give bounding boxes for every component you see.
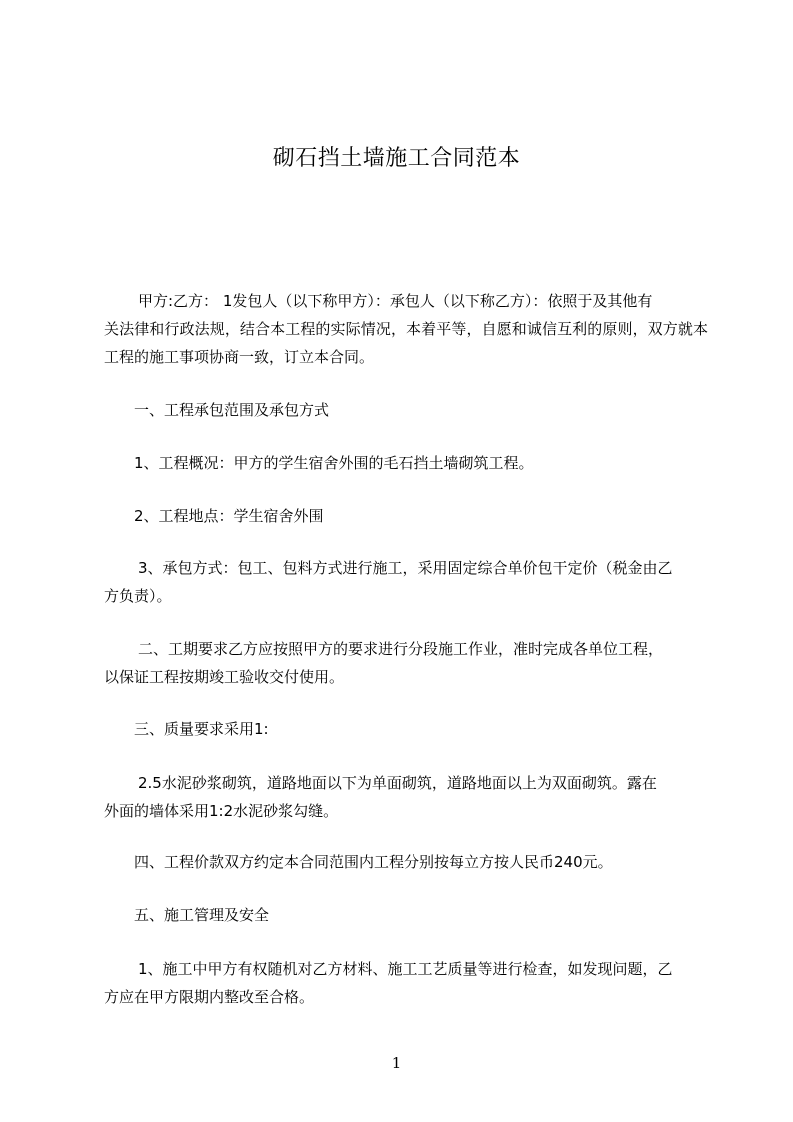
paragraph-line: 2、工程地点：学生宿舍外围 [134, 507, 324, 525]
paragraph-line: 2.5水泥砂浆砌筑，道路地面以下为单面砌筑，道路地面以上为双面砌筑。露在 [138, 774, 657, 792]
paragraph-line: 三、质量要求采用1: [134, 720, 269, 738]
paragraph-inspection [104, 955, 708, 1011]
section-heading-5 [104, 901, 708, 929]
paragraph-intro [104, 287, 708, 371]
paragraph-line: 甲方:乙方： 1发包人（以下称甲方）：承包人（以下称乙方）：依照于及其他有 [138, 292, 653, 310]
section-heading-2 [104, 635, 708, 691]
paragraph-project-overview [104, 449, 708, 477]
paragraph-continuation: 关法律和行政法规，结合本工程的实际情况，本着平等，自愿和诚信互利的原则，双方就本工程的施工事项协商一致，订立本合同。 [104, 320, 708, 366]
paragraph-quality [104, 769, 708, 825]
paragraph-continuation: 外面的墙体采用1:2水泥砂浆勾缝。 [104, 802, 339, 820]
paragraph-line: 3、承包方式：包工、包料方式进行施工，采用固定综合单价包干定价（税金由乙 [138, 559, 673, 577]
paragraph-contract-method [104, 554, 708, 610]
section-heading-3 [104, 715, 708, 743]
paragraph-line: 1、工程概况：甲方的学生宿舍外围的毛石挡土墙砌筑工程。 [134, 454, 534, 472]
paragraph-project-location [104, 502, 708, 530]
document-title: 砌石挡土墙施工合同范本 [272, 146, 521, 171]
paragraph-line: 1、施工中甲方有权随机对乙方材料、施工工艺质量等进行检查，如发现问题，乙 [138, 960, 673, 978]
section-heading-4 [104, 848, 708, 876]
paragraph-continuation: 方负责）。 [104, 587, 172, 605]
paragraph-line: 二、工期要求乙方应按照甲方的要求进行分段施工作业，准时完成各单位工程， [138, 640, 664, 658]
section-heading-1 [104, 396, 708, 424]
paragraph-line: 一、工程承包范围及承包方式 [134, 401, 330, 419]
paragraph-line: 四、工程价款双方约定本合同范围内工程分别按每立方按人民币240元。 [134, 853, 613, 871]
page-number: 1 [391, 1054, 402, 1072]
paragraph-continuation: 以保证工程按期竣工验收交付使用。 [104, 668, 345, 686]
paragraph-line: 五、施工管理及安全 [134, 906, 270, 924]
paragraph-continuation: 方应在甲方限期内整改至合格。 [104, 988, 315, 1006]
